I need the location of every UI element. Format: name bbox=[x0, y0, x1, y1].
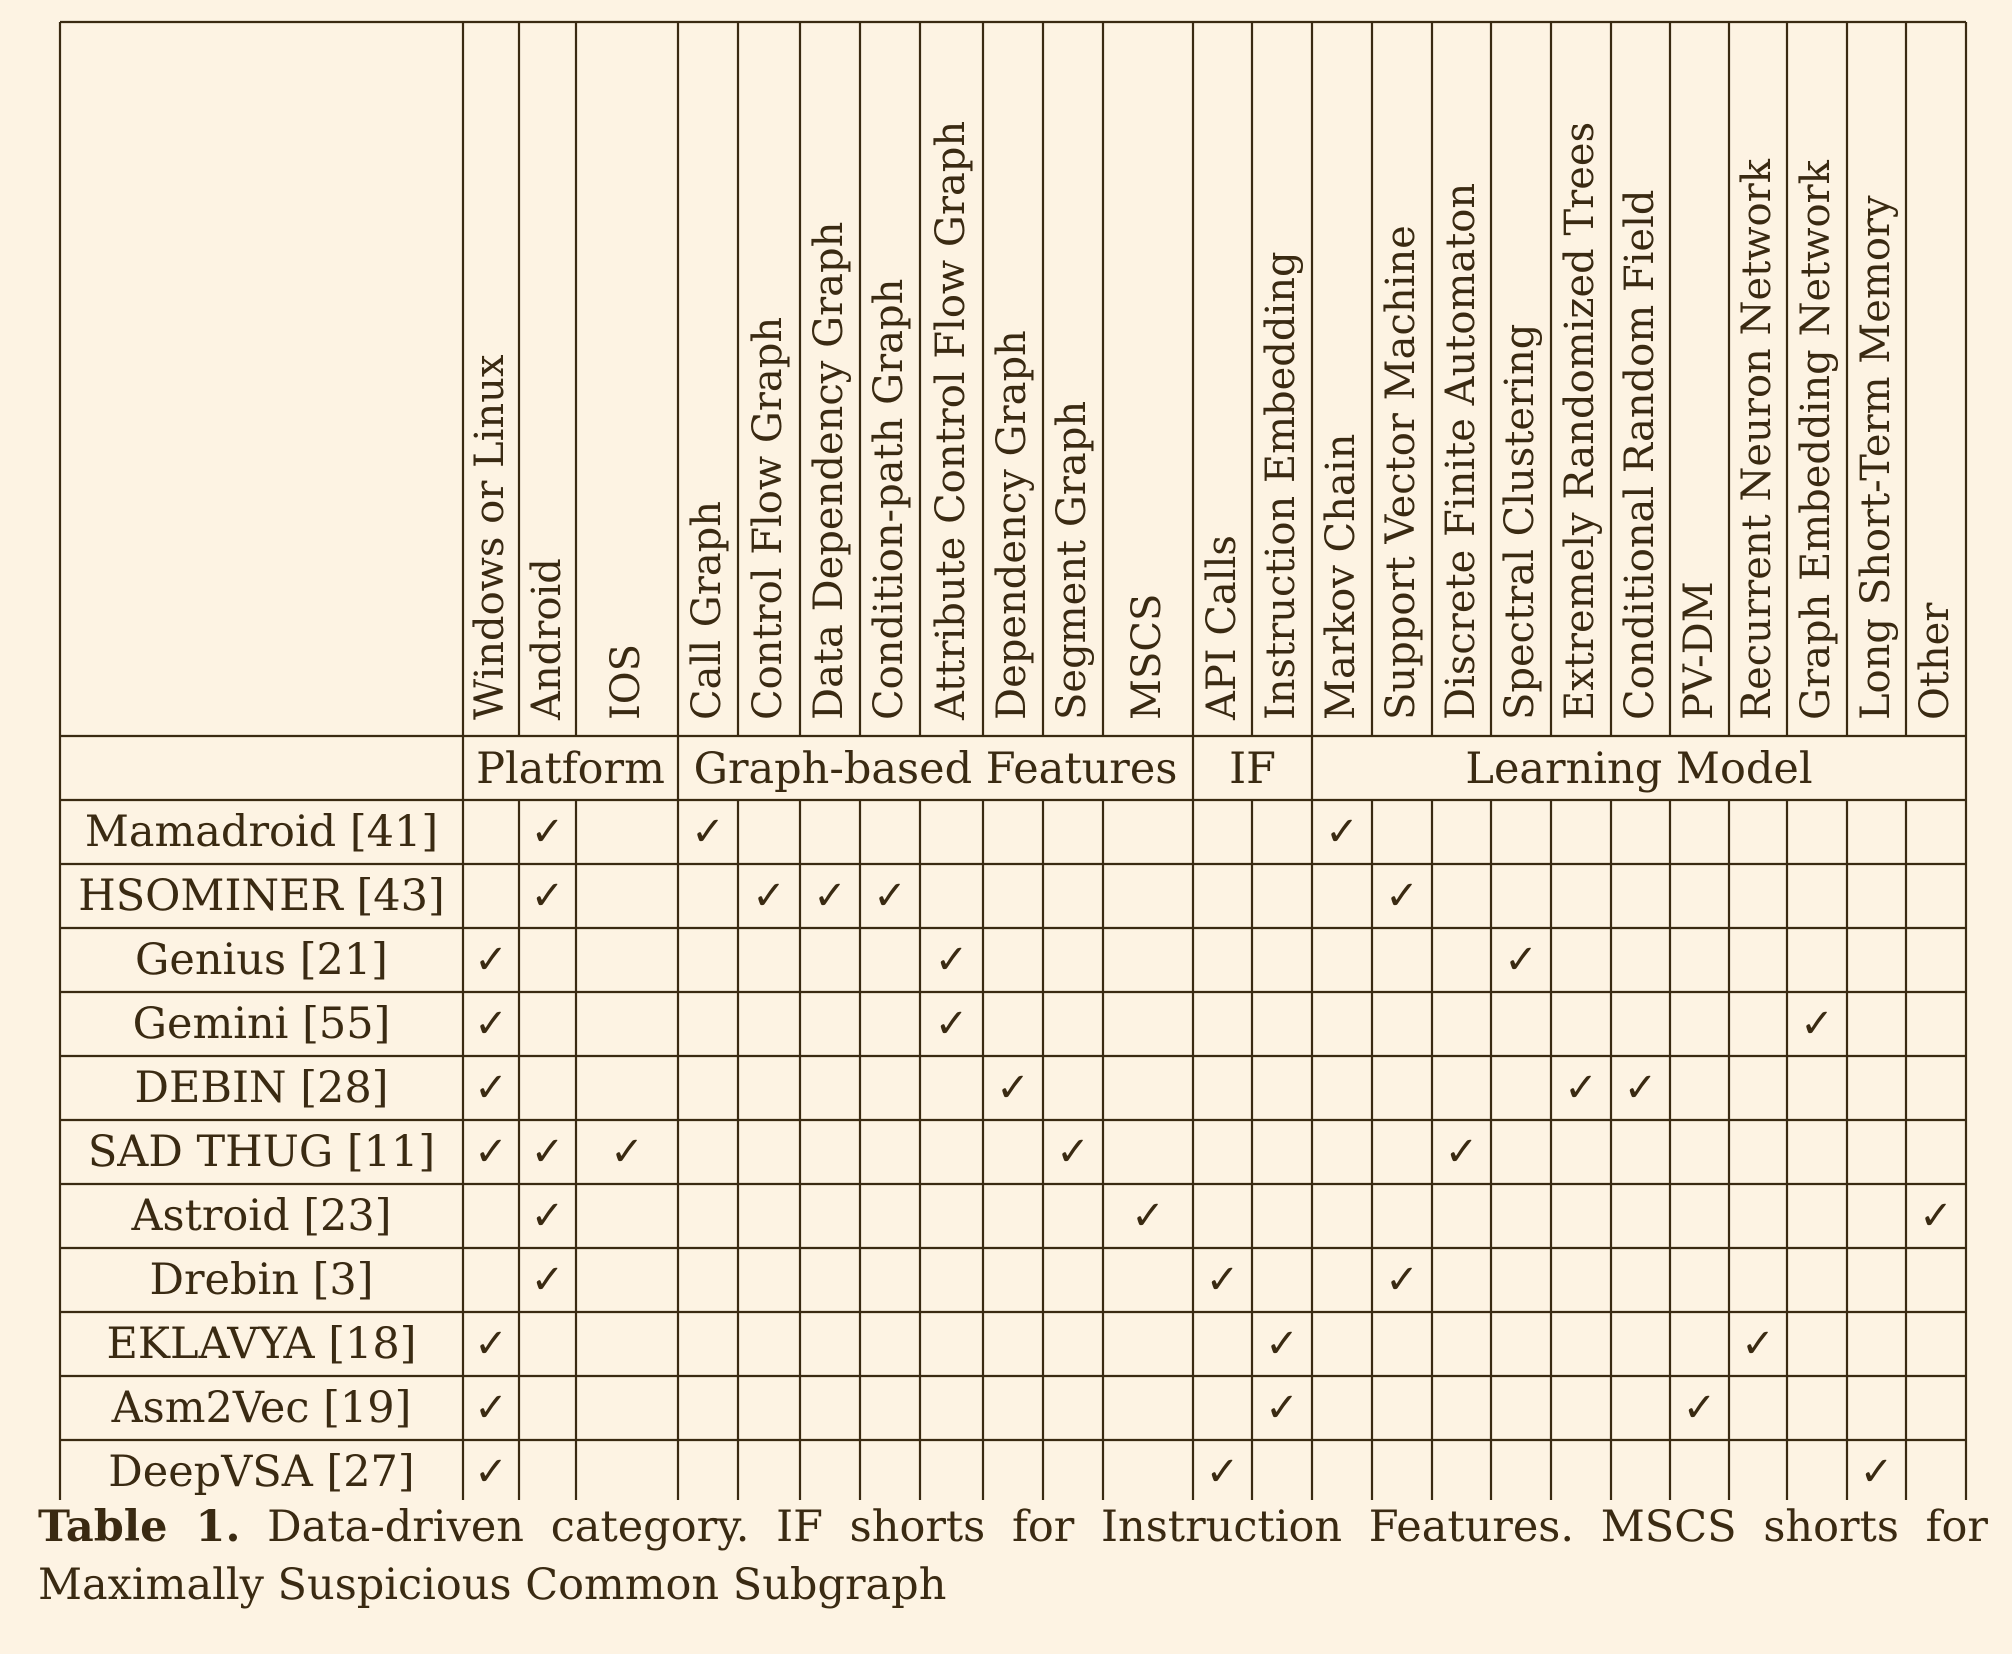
row-name: Mamadroid [41] bbox=[84, 807, 439, 857]
check-mark-icon: ✓ bbox=[530, 1257, 565, 1303]
check-mark-icon: ✓ bbox=[1265, 1385, 1299, 1431]
group-label: Graph-based Features bbox=[693, 744, 1178, 794]
column-header: Other bbox=[1912, 602, 1958, 720]
check-mark-icon: ✓ bbox=[474, 1321, 508, 1367]
caption-text: Data-driven category. IF shorts for Instruction Features. MSCS shorts for Maximally Suspicious Common Subgraph bbox=[38, 1502, 1988, 1610]
check-mark-icon: ✓ bbox=[1131, 1193, 1165, 1239]
column-header: MSCS bbox=[1124, 593, 1170, 720]
check-mark-icon: ✓ bbox=[1205, 1449, 1240, 1495]
check-mark-icon: ✓ bbox=[474, 1001, 508, 1047]
column-header: Spectral Clustering bbox=[1497, 323, 1543, 720]
column-header: Segment Graph bbox=[1049, 400, 1095, 720]
check-mark-icon: ✓ bbox=[1859, 1449, 1894, 1495]
check-mark-icon: ✓ bbox=[934, 1001, 969, 1047]
row-name: DeepVSA [27] bbox=[108, 1447, 415, 1497]
row-name: EKLAVYA [18] bbox=[106, 1319, 417, 1369]
column-header: Call Graph bbox=[684, 500, 730, 720]
check-mark-icon: ✓ bbox=[474, 937, 508, 983]
column-header: Windows or Linux bbox=[467, 354, 513, 720]
column-header: Android bbox=[523, 558, 570, 720]
column-header: API Calls bbox=[1198, 535, 1245, 720]
check-mark-icon: ✓ bbox=[1504, 937, 1538, 983]
check-mark-icon: ✓ bbox=[934, 937, 969, 983]
check-mark-icon: ✓ bbox=[1205, 1257, 1240, 1303]
check-mark-icon: ✓ bbox=[1385, 1257, 1419, 1303]
column-header: Control Flow Graph bbox=[745, 316, 791, 720]
row-name: Genius [21] bbox=[135, 935, 388, 985]
check-mark-icon: ✓ bbox=[996, 1065, 1030, 1111]
check-mark-icon: ✓ bbox=[1265, 1321, 1299, 1367]
check-mark-icon: ✓ bbox=[530, 809, 565, 855]
row-name: Astroid [23] bbox=[131, 1191, 392, 1241]
column-header: Support Vector Machine bbox=[1378, 225, 1424, 720]
column-header: PV-DM bbox=[1675, 581, 1722, 720]
check-mark-icon: ✓ bbox=[610, 1129, 644, 1175]
column-header: Attribute Control Flow Graph bbox=[927, 120, 974, 720]
row-name: DEBIN [28] bbox=[134, 1063, 389, 1113]
check-mark-icon: ✓ bbox=[530, 873, 565, 919]
column-header: Conditional Random Field bbox=[1616, 189, 1663, 720]
column-header: Extremely Randomized Trees bbox=[1557, 121, 1603, 720]
column-header: Graph Embedding Network bbox=[1793, 160, 1839, 720]
check-mark-icon: ✓ bbox=[474, 1449, 508, 1495]
column-header: Dependency Graph bbox=[989, 330, 1035, 720]
check-mark-icon: ✓ bbox=[1682, 1385, 1717, 1431]
column-header: Instruction Embedding bbox=[1258, 251, 1304, 720]
group-label: Platform bbox=[476, 744, 665, 794]
check-mark-icon: ✓ bbox=[530, 1193, 565, 1239]
check-mark-icon: ✓ bbox=[691, 809, 725, 855]
group-label: IF bbox=[1229, 744, 1276, 794]
check-mark-icon: ✓ bbox=[1800, 1001, 1834, 1047]
row-name: Gemini [55] bbox=[132, 999, 391, 1049]
check-mark-icon: ✓ bbox=[474, 1385, 508, 1431]
check-mark-icon: ✓ bbox=[1325, 809, 1359, 855]
check-mark-icon: ✓ bbox=[1444, 1129, 1479, 1175]
column-header: Discrete Finite Automaton bbox=[1437, 182, 1484, 720]
check-mark-icon: ✓ bbox=[873, 873, 907, 919]
group-label: Learning Model bbox=[1465, 744, 1813, 794]
column-header: Recurrent Neuron Network bbox=[1734, 159, 1780, 720]
check-mark-icon: ✓ bbox=[1564, 1065, 1598, 1111]
check-mark-icon: ✓ bbox=[1385, 873, 1419, 919]
table-caption bbox=[38, 1498, 1988, 1614]
check-mark-icon: ✓ bbox=[1623, 1065, 1658, 1111]
column-header: Data Dependency Graph bbox=[806, 221, 852, 720]
check-mark-icon: ✓ bbox=[474, 1065, 508, 1111]
check-mark-icon: ✓ bbox=[530, 1129, 565, 1175]
row-name: HSOMINER [43] bbox=[78, 871, 445, 921]
column-header: IOS bbox=[603, 644, 649, 720]
row-name: SAD THUG [11] bbox=[87, 1127, 436, 1177]
check-mark-icon: ✓ bbox=[813, 873, 847, 919]
check-mark-icon: ✓ bbox=[1056, 1129, 1090, 1175]
check-mark-icon: ✓ bbox=[1741, 1321, 1775, 1367]
caption-label: Table 1. bbox=[38, 1502, 241, 1552]
column-header: Long Short-Term Memory bbox=[1852, 195, 1899, 720]
check-mark-icon: ✓ bbox=[474, 1129, 508, 1175]
check-mark-icon: ✓ bbox=[1919, 1193, 1953, 1239]
row-name: Drebin [3] bbox=[149, 1255, 374, 1305]
column-header: Markov Chain bbox=[1318, 433, 1364, 720]
column-header: Condition-path Graph bbox=[866, 278, 912, 720]
row-name: Asm2Vec [19] bbox=[111, 1383, 412, 1433]
check-mark-icon: ✓ bbox=[752, 873, 786, 919]
